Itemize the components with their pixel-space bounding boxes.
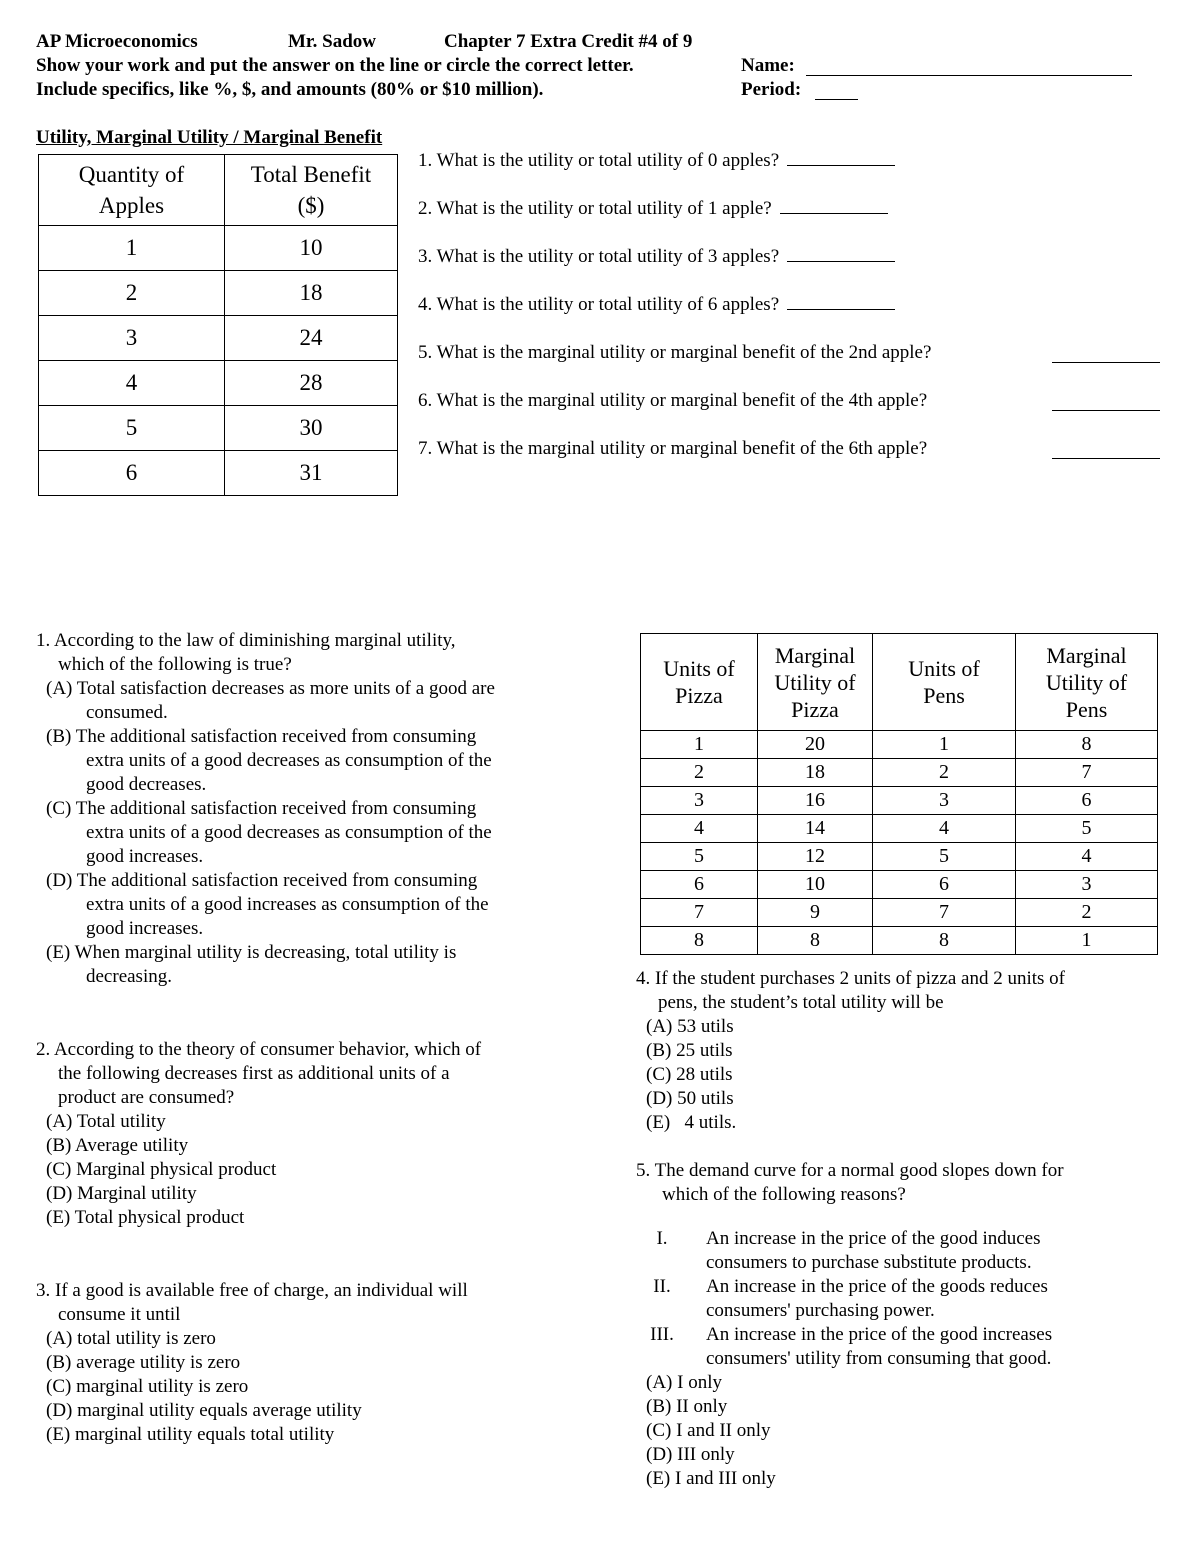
apple-benefit-table	[38, 154, 398, 496]
question-stem: 5. The demand curve for a normal good slopes down for	[636, 1160, 1064, 1181]
teacher-name: Mr. Sadow	[288, 31, 376, 52]
short-question-5: 5. What is the marginal utility or marginal benefit of the 2nd apple?	[418, 342, 932, 363]
question-stem: 1. According to the law of diminishing marginal utility,	[36, 630, 456, 651]
short-question-1	[418, 149, 895, 173]
units-pens-cell: 1	[873, 731, 1016, 759]
option-c[interactable]: (C) The additional satisfaction received from consuming	[46, 798, 477, 819]
table-row	[641, 871, 1158, 899]
header-quantity	[39, 155, 225, 226]
answer-blank[interactable]	[1052, 410, 1160, 411]
option-c-cont: extra units of a good decreases as consumption of the	[86, 822, 492, 843]
mu-pens-cell: 2	[1016, 899, 1158, 927]
units-pizza-cell: 7	[641, 899, 758, 927]
mu-pizza-cell: 12	[758, 843, 873, 871]
answer-blank[interactable]	[787, 309, 895, 310]
question-stem: product are consumed?	[58, 1087, 235, 1108]
statement-number: III.	[650, 1324, 674, 1345]
name-label: Name:	[741, 55, 795, 76]
section-title: Utility, Marginal Utility / Marginal Benefit	[36, 127, 383, 148]
header-line: Marginal	[1046, 642, 1127, 668]
units-pens-cell: 2	[873, 759, 1016, 787]
name-blank[interactable]	[806, 75, 1132, 76]
statement-list	[642, 1227, 1142, 1371]
table-row	[39, 361, 398, 406]
quantity-cell: 4	[39, 361, 225, 406]
option-b-cont: extra units of a good decreases as consumption of the	[86, 750, 492, 771]
instruction-line-1: Show your work and put the answer on the line or circle the correct letter.	[36, 55, 634, 76]
statement-number: I.	[656, 1228, 668, 1249]
header-total-benefit-line1: Total Benefit	[250, 162, 372, 187]
header-line: Pizza	[675, 683, 723, 708]
table-row	[39, 271, 398, 316]
marginal-utility-table	[640, 633, 1158, 955]
option-d[interactable]: (D) 50 utils	[646, 1088, 734, 1109]
total-benefit-cell: 28	[225, 361, 398, 406]
option-a[interactable]: (A) I only	[646, 1372, 722, 1393]
mu-pizza-cell: 9	[758, 899, 873, 927]
table-row	[641, 843, 1158, 871]
statement-ii	[642, 1275, 1142, 1323]
header-line: Units of	[908, 656, 980, 681]
statement-i	[642, 1227, 1142, 1275]
mu-pens-cell: 4	[1016, 843, 1158, 871]
header-line: Pens	[1065, 696, 1108, 722]
option-c[interactable]: (C) marginal utility is zero	[46, 1376, 249, 1397]
header-units-pens	[873, 634, 1016, 731]
mu-pens-cell: 5	[1016, 815, 1158, 843]
table-row	[39, 451, 398, 496]
statement-text: consumers to purchase substitute products.	[706, 1252, 1032, 1273]
statement-text: An increase in the price of the good induces	[706, 1228, 1041, 1249]
table-row	[641, 927, 1158, 955]
mc-question-5	[636, 1159, 1176, 1207]
option-a[interactable]: (A) total utility is zero	[46, 1328, 216, 1349]
question-stem: which of the following reasons?	[662, 1184, 906, 1205]
mu-pens-cell: 1	[1016, 927, 1158, 955]
header-mu-pens	[1016, 634, 1158, 731]
statement-text: consumers' utility from consuming that good.	[706, 1348, 1052, 1369]
answer-blank[interactable]	[1052, 458, 1160, 459]
option-e[interactable]: (E) Total physical product	[46, 1207, 245, 1228]
header-total-benefit-line2: ($)	[297, 193, 325, 218]
header-line: Marginal	[774, 642, 856, 668]
quantity-cell: 3	[39, 316, 225, 361]
units-pens-cell: 5	[873, 843, 1016, 871]
answer-blank[interactable]	[787, 261, 895, 262]
short-question-4	[418, 293, 895, 317]
period-label: Period:	[741, 79, 802, 100]
option-c[interactable]: (C) I and II only	[646, 1420, 771, 1441]
table-row	[641, 815, 1158, 843]
header-line: Units of	[663, 656, 735, 681]
mu-pizza-cell: 18	[758, 759, 873, 787]
mu-pens-cell: 6	[1016, 787, 1158, 815]
course-name: AP Microeconomics	[36, 31, 198, 52]
statement-text: An increase in the price of the goods reduces	[706, 1276, 1048, 1297]
mu-pizza-cell: 16	[758, 787, 873, 815]
option-b[interactable]: (B) Average utility	[46, 1135, 189, 1156]
option-b-cont: good decreases.	[86, 774, 207, 795]
question-stem: pens, the student’s total utility will be	[658, 992, 944, 1013]
question-stem: which of the following is true?	[58, 654, 292, 675]
header-quantity-line1: Quantity of	[78, 162, 185, 187]
header-line: Pens	[923, 683, 965, 708]
option-a[interactable]: (A) Total satisfaction decreases as more units of a good are	[46, 678, 495, 699]
option-e[interactable]: (E) marginal utility equals total utility	[46, 1424, 335, 1445]
option-d[interactable]: (D) The additional satisfaction received from consuming	[46, 870, 478, 891]
mc-question-3	[36, 1279, 596, 1447]
table-row	[641, 759, 1158, 787]
option-e[interactable]: (E) When marginal utility is decreasing, total utility is	[46, 942, 457, 963]
quantity-cell: 2	[39, 271, 225, 316]
option-b[interactable]: (B) The additional satisfaction received from consuming	[46, 726, 477, 747]
units-pens-cell: 6	[873, 871, 1016, 899]
header-units-pizza	[641, 634, 758, 731]
statement-text: consumers' purchasing power.	[706, 1300, 935, 1321]
option-b[interactable]: (B) 25 utils	[646, 1040, 733, 1061]
answer-blank[interactable]	[780, 213, 888, 214]
mu-pizza-cell: 14	[758, 815, 873, 843]
short-question-text: 2. What is the utility or total utility of 1 apple?	[418, 198, 772, 219]
option-c[interactable]: (C) Marginal physical product	[46, 1159, 277, 1180]
units-pens-cell: 8	[873, 927, 1016, 955]
short-question-text: 3. What is the utility or total utility of 3 apples?	[418, 246, 780, 267]
answer-blank[interactable]	[1052, 362, 1160, 363]
option-e[interactable]: (E) I and III only	[646, 1468, 776, 1489]
quantity-cell: 1	[39, 226, 225, 271]
option-c-cont: good increases.	[86, 846, 204, 867]
units-pens-cell: 3	[873, 787, 1016, 815]
total-benefit-cell: 18	[225, 271, 398, 316]
question-stem: 4. If the student purchases 2 units of pizza and 2 units of	[636, 968, 1065, 989]
mc-question-1	[36, 629, 596, 989]
units-pizza-cell: 1	[641, 731, 758, 759]
statement-number: II.	[653, 1276, 671, 1297]
table-row	[641, 731, 1158, 759]
table-row	[39, 226, 398, 271]
table-row	[39, 316, 398, 361]
header-line: Pizza	[791, 696, 839, 722]
option-a[interactable]: (A) Total utility	[46, 1111, 166, 1132]
mc-question-4	[636, 967, 1176, 1135]
instruction-line-2: Include specifics, like %, $, and amounts (80% or $10 million).	[36, 79, 544, 100]
units-pens-cell: 7	[873, 899, 1016, 927]
total-benefit-cell: 30	[225, 406, 398, 451]
question-stem: consume it until	[58, 1304, 181, 1325]
option-d[interactable]: (D) III only	[646, 1444, 735, 1465]
answer-blank[interactable]	[787, 165, 895, 166]
option-d-cont: good increases.	[86, 918, 204, 939]
mc-question-2	[36, 1038, 596, 1230]
mu-pens-cell: 7	[1016, 759, 1158, 787]
mu-pizza-cell: 10	[758, 871, 873, 899]
option-e[interactable]: (E) 4 utils.	[646, 1112, 737, 1133]
mu-pizza-cell: 20	[758, 731, 873, 759]
header-mu-pizza	[758, 634, 873, 731]
statement-text: An increase in the price of the good increases	[706, 1324, 1053, 1345]
option-a[interactable]: (A) 53 utils	[646, 1016, 734, 1037]
mu-pizza-cell: 8	[758, 927, 873, 955]
quantity-cell: 6	[39, 451, 225, 496]
period-blank[interactable]	[815, 99, 858, 100]
short-question-text: 1. What is the utility or total utility of 0 apples?	[418, 150, 780, 171]
short-question-2	[418, 197, 888, 221]
question-stem: 3. If a good is available free of charge, an individual will	[36, 1280, 468, 1301]
option-b[interactable]: (B) II only	[646, 1396, 728, 1417]
units-pizza-cell: 6	[641, 871, 758, 899]
question-stem: 2. According to the theory of consumer behavior, which of	[36, 1039, 482, 1060]
option-d[interactable]: (D) marginal utility equals average utility	[46, 1400, 362, 1421]
option-c[interactable]: (C) 28 utils	[646, 1064, 733, 1085]
units-pizza-cell: 3	[641, 787, 758, 815]
quantity-cell: 5	[39, 406, 225, 451]
mc-question-5-options	[636, 1371, 1176, 1491]
short-question-7: 7. What is the marginal utility or marginal benefit of the 6th apple?	[418, 438, 928, 459]
total-benefit-cell: 31	[225, 451, 398, 496]
table-row	[641, 899, 1158, 927]
assignment-title: Chapter 7 Extra Credit #4 of 9	[444, 31, 693, 52]
units-pizza-cell: 2	[641, 759, 758, 787]
option-e-cont: decreasing.	[86, 966, 172, 987]
mu-pens-cell: 3	[1016, 871, 1158, 899]
option-d[interactable]: (D) Marginal utility	[46, 1183, 197, 1204]
header-total-benefit	[225, 155, 398, 226]
units-pens-cell: 4	[873, 815, 1016, 843]
total-benefit-cell: 24	[225, 316, 398, 361]
option-b[interactable]: (B) average utility is zero	[46, 1352, 241, 1373]
option-d-cont: extra units of a good increases as consumption of the	[86, 894, 489, 915]
statement-iii	[642, 1323, 1142, 1371]
short-question-3	[418, 245, 895, 269]
mu-pens-cell: 8	[1016, 731, 1158, 759]
units-pizza-cell: 8	[641, 927, 758, 955]
units-pizza-cell: 5	[641, 843, 758, 871]
short-question-text: 4. What is the utility or total utility of 6 apples?	[418, 294, 780, 315]
units-pizza-cell: 4	[641, 815, 758, 843]
option-a-cont: consumed.	[86, 702, 168, 723]
table-row	[641, 787, 1158, 815]
total-benefit-cell: 10	[225, 226, 398, 271]
header-line: Utility of	[774, 669, 856, 695]
header-quantity-line2: Apples	[98, 193, 165, 218]
header-line: Utility of	[1045, 669, 1128, 695]
question-stem: the following decreases first as additional units of a	[58, 1063, 450, 1084]
short-question-6: 6. What is the marginal utility or marginal benefit of the 4th apple?	[418, 390, 928, 411]
table-row	[39, 406, 398, 451]
